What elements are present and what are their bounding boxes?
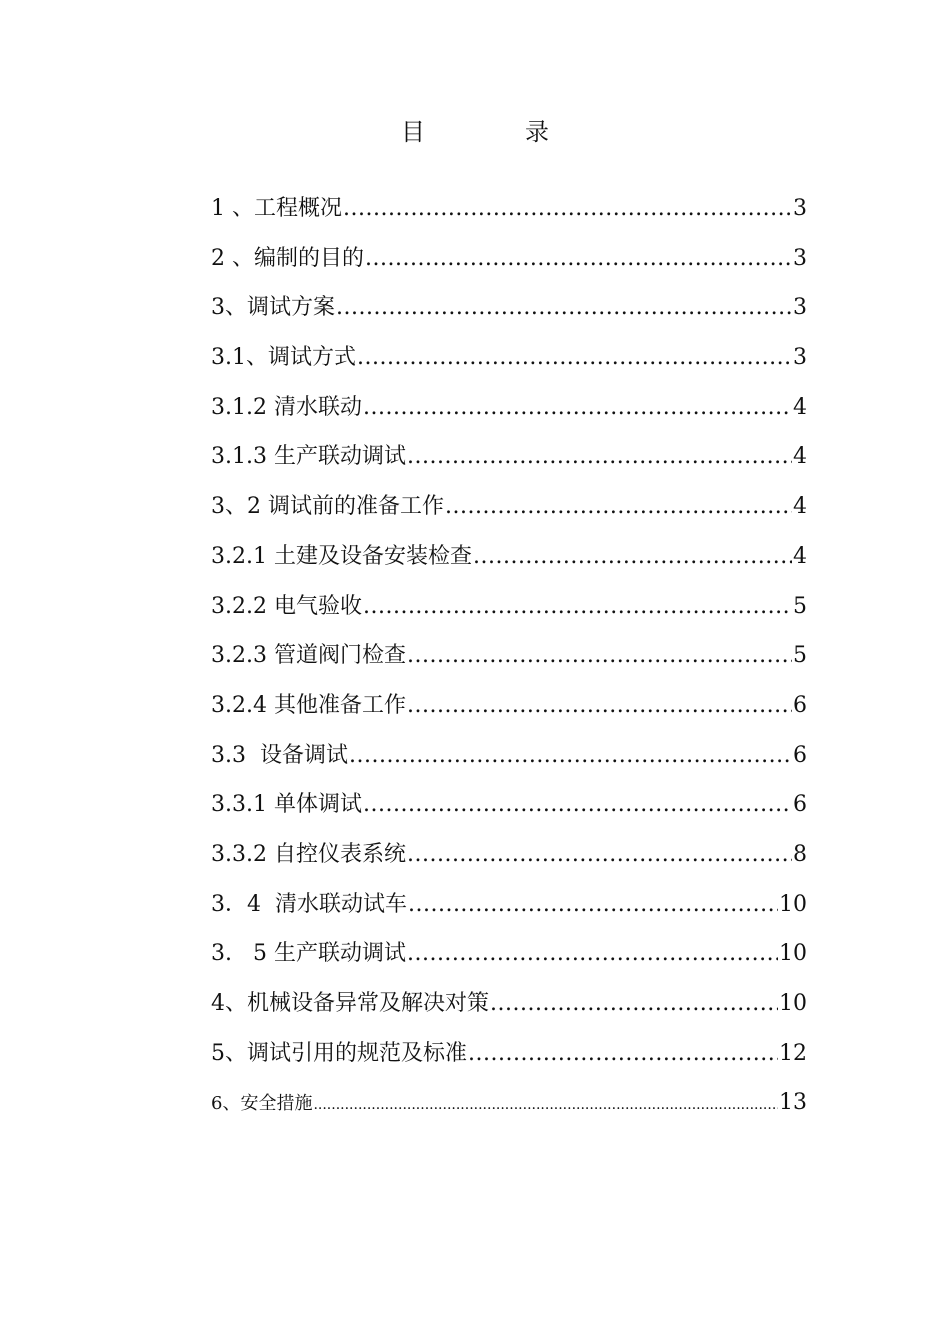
toc-entry-page: 3: [793, 345, 807, 371]
toc-dot-leader: [349, 740, 792, 772]
toc-entry-page: 6: [793, 692, 807, 718]
toc-entry-label: 3、调试方案: [211, 295, 335, 321]
toc-entry-page: 8: [793, 841, 807, 867]
toc-entry[interactable]: [211, 1087, 807, 1137]
toc-entry[interactable]: [211, 690, 807, 740]
toc-entry[interactable]: [211, 541, 807, 591]
toc-entry-page: 3: [793, 196, 807, 221]
toc-entry-page: 4: [793, 494, 807, 520]
toc-dot-leader: [490, 988, 778, 1020]
toc-dot-leader: [445, 491, 792, 523]
toc-entry[interactable]: [211, 988, 807, 1038]
toc-entry-page: 10: [779, 941, 807, 967]
toc-dot-leader: [473, 541, 792, 573]
toc-dot-leader: [408, 889, 778, 921]
toc-dot-leader: [407, 640, 792, 672]
toc-title: 目 录: [401, 118, 587, 146]
toc-entry-page: 6: [793, 742, 807, 768]
toc-entry[interactable]: [211, 839, 807, 889]
toc-entry-page: 4: [793, 444, 807, 470]
toc-entry[interactable]: [211, 491, 807, 541]
toc-dot-leader: [407, 690, 792, 722]
toc-entry-label: 3、2 调试前的准备工作: [211, 494, 444, 520]
toc-entry-label: 3.2.2 电气验收: [211, 593, 362, 619]
toc-entry[interactable]: [211, 640, 807, 690]
toc-entry[interactable]: [211, 938, 807, 988]
toc-entry[interactable]: [211, 789, 807, 839]
toc-dot-leader: [363, 789, 792, 821]
toc-entry-label: 3.3.1 单体调试: [211, 792, 362, 818]
toc-entry[interactable]: [211, 243, 807, 293]
toc-entry-label: 3.2.3 管道阀门检查: [211, 643, 406, 669]
toc-entry-label: 3.3.2 自控仪表系统: [211, 841, 406, 867]
toc-entry[interactable]: [211, 292, 807, 342]
toc-entry-page: 13: [779, 1090, 807, 1116]
toc-entry[interactable]: [211, 193, 807, 243]
toc-entry-page: 6: [793, 792, 807, 818]
toc-entry-page: 4: [793, 394, 807, 420]
toc-dot-leader: [407, 839, 792, 871]
toc-dot-leader: [343, 193, 792, 225]
toc-dot-leader: [363, 591, 792, 623]
toc-entry-page: 10: [779, 991, 807, 1016]
toc-entry-page: 5: [793, 643, 807, 669]
toc-dot-leader: [407, 938, 778, 970]
toc-entry-label: 3.2.4 其他准备工作: [211, 692, 406, 718]
toc-entry-label: 1 、工程概况: [211, 196, 342, 221]
toc-entry[interactable]: [211, 889, 807, 939]
toc-dot-leader: [313, 1089, 778, 1121]
toc-entry[interactable]: [211, 740, 807, 790]
toc-entry-label: 6、安全措施: [211, 1093, 313, 1115]
toc-entry-label: 3.1.3 生产联动调试: [211, 444, 406, 470]
toc-entry-page: 3: [793, 295, 807, 321]
toc-entry[interactable]: [211, 392, 807, 442]
toc-entry-label: 3.1、调试方式: [211, 345, 356, 371]
toc-entry-label: 4、机械设备异常及解决对策: [211, 991, 489, 1016]
toc-dot-leader: [363, 392, 792, 424]
toc-entry[interactable]: [211, 591, 807, 641]
toc-entry-label: 3.3 设备调试: [211, 742, 348, 768]
toc-dot-leader: [365, 243, 792, 275]
toc-entry[interactable]: [211, 342, 807, 392]
toc-entry[interactable]: [211, 441, 807, 491]
toc-dot-leader: [468, 1038, 778, 1070]
toc-entry-page: 10: [779, 891, 807, 917]
toc-dot-leader: [357, 342, 792, 374]
toc-entry-label: 3.1.2 清水联动: [211, 394, 362, 420]
toc-dot-leader: [336, 292, 792, 324]
toc-entry-page: 3: [793, 245, 807, 271]
toc-entry[interactable]: [211, 1038, 807, 1088]
toc-entry-label: 3. 5 生产联动调试: [211, 941, 406, 967]
toc-entry-page: 4: [793, 543, 807, 569]
toc-entry-label: 2 、编制的目的: [211, 245, 364, 271]
toc-entry-label: 3.2.1 土建及设备安装检查: [211, 543, 472, 569]
toc-list: [211, 193, 807, 1137]
toc-dot-leader: [407, 441, 792, 473]
toc-entry-page: 12: [779, 1040, 807, 1066]
toc-entry-page: 5: [793, 593, 807, 619]
toc-entry-label: 5、调试引用的规范及标准: [211, 1040, 467, 1066]
toc-entry-label: 3．4 清水联动试车: [211, 891, 407, 917]
